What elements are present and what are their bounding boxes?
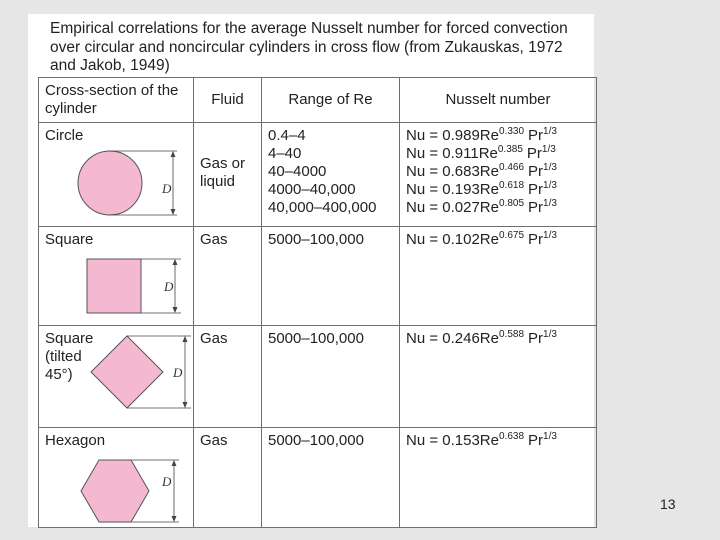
range-value: 40–4000: [268, 163, 327, 180]
fluid-value: Gas: [200, 231, 228, 248]
fluid-value: Gas or liquid: [200, 155, 246, 190]
table-row-square: [39, 227, 597, 326]
tilted-square-diagram: [87, 332, 197, 426]
equation: $Nu = 0.193Re^{0.618}$ $Pr^{1/3}$: [406, 180, 557, 198]
dimension-label: D: [162, 474, 172, 489]
equation: $Nu = 0.989Re^{0.330}$ $Pr^{1/3}$: [406, 126, 557, 144]
equation: $Nu = 0.246Re^{0.588}$ $Pr^{1/3}$: [406, 329, 557, 347]
range-value: 5000–100,000: [268, 432, 364, 449]
cell-range: [262, 227, 400, 326]
fluid-value: Gas: [200, 330, 228, 347]
range-value: 5000–100,000: [268, 231, 364, 248]
equation: $Nu = 0.911Re^{0.385}$ $Pr^{1/3}$: [406, 144, 556, 162]
header-cross-section: Cross-section of the cylinder: [39, 78, 194, 123]
equation: $Nu = 0.153Re^{0.638}$ $Pr^{1/3}$: [406, 431, 557, 449]
dimension-label: D: [162, 181, 172, 196]
cell-nusselt: [400, 123, 597, 227]
cell-shape-hexagon: [39, 428, 194, 528]
cell-fluid: [194, 428, 262, 528]
range-value: 4–40: [268, 145, 302, 162]
shape-name: Square (tilted 45°): [45, 330, 94, 383]
range-list: [268, 127, 393, 217]
shape-name: Square: [45, 231, 94, 248]
range-value: 0.4–4: [268, 127, 306, 144]
circle-diagram: [77, 149, 187, 219]
document-page: [28, 14, 594, 527]
cell-fluid: [194, 227, 262, 326]
table-row-tilted-square: [39, 326, 597, 428]
dimension-label: D: [173, 365, 183, 380]
header-nusselt: Nusselt number: [400, 78, 597, 123]
cell-shape-circle: [39, 123, 194, 227]
equation: $Nu = 0.102Re^{0.675}$ $Pr^{1/3}$: [406, 230, 557, 248]
nusselt-table: [38, 77, 597, 528]
hexagon-diagram: [79, 456, 189, 528]
cell-nusselt: [400, 326, 597, 428]
header-fluid: Fluid: [194, 78, 262, 123]
header-row: [39, 78, 597, 123]
header-range: Range of Re: [262, 78, 400, 123]
shape-name: Circle: [45, 127, 84, 144]
equation: $Nu = 0.683Re^{0.466}$ $Pr^{1/3}$: [406, 162, 557, 180]
cell-range: [262, 428, 400, 528]
range-value: 40,000–400,000: [268, 199, 377, 216]
range-value: 4000–40,000: [268, 181, 356, 198]
cell-fluid: [194, 326, 262, 428]
page-number: 13: [660, 496, 676, 512]
shape-name: Hexagon: [45, 432, 106, 449]
equation-list: [406, 127, 590, 217]
table-row-circle: [39, 123, 597, 227]
fluid-value: Gas: [200, 432, 228, 449]
cell-nusselt: [400, 227, 597, 326]
cell-nusselt: [400, 428, 597, 528]
equation: $Nu = 0.027Re^{0.805}$ $Pr^{1/3}$: [406, 198, 557, 216]
dimension-label: D: [164, 279, 174, 294]
cell-range: [262, 123, 400, 227]
cell-fluid: [194, 123, 262, 227]
table-caption: Empirical correlations for the average Nusselt number for forced convection over circular and noncircular cylinders in cross flow (from Zukauskas, 1972 and Jakob, 1949): [50, 20, 568, 74]
cell-shape-tilted-square: [39, 326, 194, 428]
table-row-hexagon: [39, 428, 597, 528]
cell-shape-square: [39, 227, 194, 326]
range-value: 5000–100,000: [268, 330, 364, 347]
cell-range: [262, 326, 400, 428]
square-diagram: [85, 257, 185, 323]
